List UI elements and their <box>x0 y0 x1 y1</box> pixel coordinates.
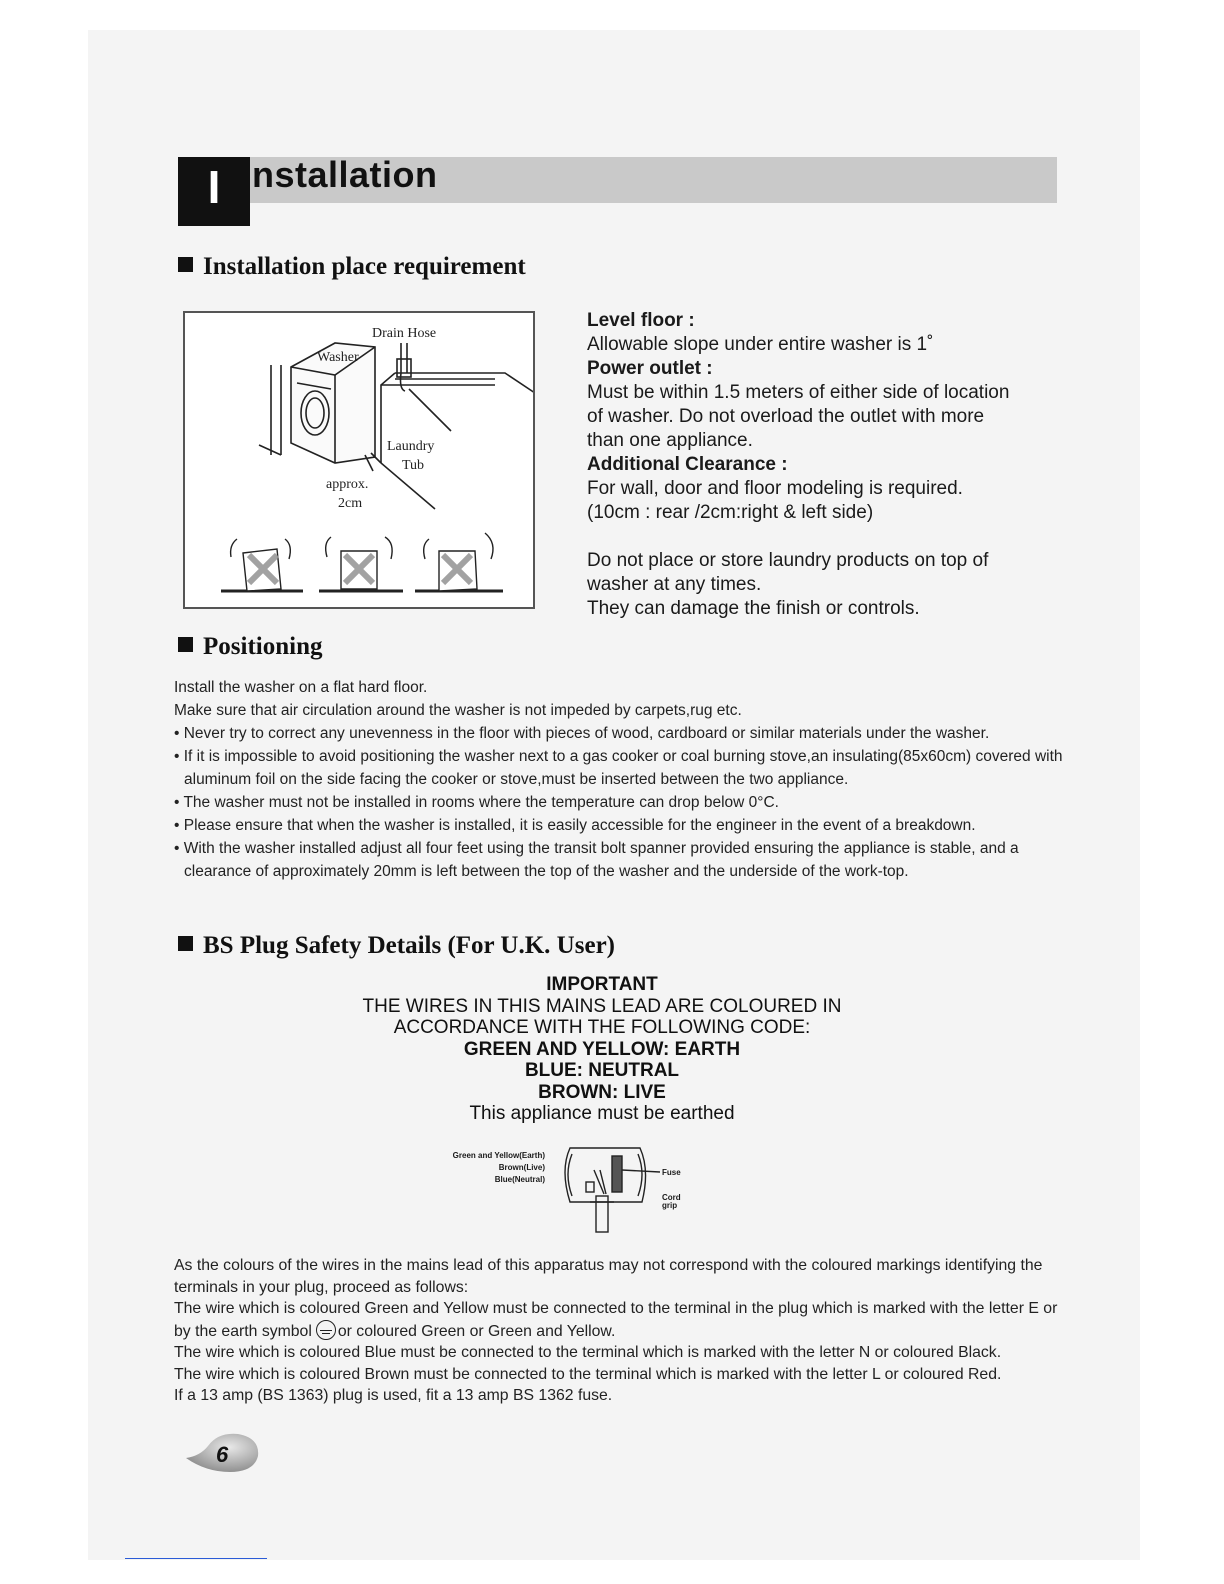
wiring-earth-text-end: or coloured Green or Green and Yellow. <box>337 1322 616 1340</box>
wiring-para: The wire which is coloured Blue must be connected to the terminal which is marked with the letter N or coloured Black. <box>174 1344 1002 1361</box>
important-block <box>352 974 852 1125</box>
earth-label: Green and Yellow(Earth) <box>452 1151 545 1160</box>
page-title: nstallation <box>252 154 438 195</box>
cord-grip-label <box>662 1194 681 1210</box>
installation-figure <box>183 311 535 609</box>
important-line: ACCORDANCE WITH THE FOLLOWING CODE: <box>393 1017 811 1038</box>
laundry-label: Laundry <box>387 439 435 454</box>
grip-label: grip <box>662 1201 678 1210</box>
section-heading-text: Installation place requirement <box>203 253 526 280</box>
important-title: IMPORTANT <box>546 974 658 995</box>
important-earth: GREEN AND YELLOW: EARTH <box>463 1038 741 1060</box>
clearance-line: For wall, door and floor modeling is required. <box>587 478 963 499</box>
fuse-label: Fuse <box>662 1168 681 1177</box>
section-heading-place <box>178 253 526 281</box>
positioning-text <box>174 676 1064 883</box>
wiring-earth-text: The wire which is coloured Green and Yellow must be connected to the terminal in the plug which is marked with the letter E or by the earth symbol <box>174 1300 1058 1340</box>
tub-label: Tub <box>402 458 425 473</box>
positioning-bullet: • With the washer installed adjust all four feet using the transit bolt spanner provided ensuring the appliance is stable, and a clearance of approximately 20mm is left between the top of the washer and the underside of the work-top. <box>174 840 1019 880</box>
page-number-badge <box>186 1430 260 1474</box>
positioning-para: Make sure that air circulation around the washer is not impeded by carpets,rug etc. <box>174 702 742 719</box>
section-heading-text: Positioning <box>203 633 323 660</box>
note-line: washer at any times. <box>587 574 762 595</box>
power-outlet-line: than one appliance. <box>587 430 753 451</box>
level-floor-title: Level floor : <box>587 310 695 331</box>
wiring-para: As the colours of the wires in the mains lead of this apparatus may not correspond with the coloured markings identifying the terminals in your plug, proceed as follows: <box>174 1257 1043 1296</box>
clearance-title: Additional Clearance : <box>587 454 788 475</box>
bullet-square-icon <box>178 637 193 652</box>
approx-label: approx. <box>326 477 369 492</box>
page-number: 6 <box>216 1442 229 1467</box>
wiring-para: If a 13 amp (BS 1363) plug is used, fit a 13 amp BS 1362 fuse. <box>174 1387 613 1404</box>
important-live: BROWN: LIVE <box>538 1081 666 1103</box>
approx-value: 2cm <box>338 496 363 511</box>
positioning-bullet: • Please ensure that when the washer is installed, it is easily accessible for the engineer in the event of a breakdown. <box>174 817 976 834</box>
washer-label: Washer <box>317 350 359 365</box>
title-initial: I <box>207 161 221 213</box>
cord-label: Cord <box>662 1193 681 1202</box>
earth-symbol-icon <box>316 1320 336 1340</box>
plug-icon <box>550 1140 660 1240</box>
important-earthed: This appliance must be earthed <box>469 1103 735 1124</box>
note-line: They can damage the finish or controls. <box>587 598 920 619</box>
bullet-square-icon <box>178 936 193 951</box>
section-heading-positioning <box>178 633 322 661</box>
wiring-text <box>174 1255 1074 1407</box>
positioning-bullet: • If it is impossible to avoid positioning the washer next to a gas cooker or coal burning stove,an insulating(85x60cm) covered with aluminum foil on the side facing the cooker or stove,must be inserted between the two appliance. <box>174 748 1063 788</box>
power-outlet-line: Must be within 1.5 meters of either side of location <box>587 382 1010 403</box>
level-floor-text: Allowable slope under entire washer is 1˚ <box>587 334 934 355</box>
live-label: Brown(Live) <box>498 1163 545 1172</box>
wiring-para-earth <box>174 1298 1074 1342</box>
plug-diagram <box>440 1140 700 1240</box>
washer-diagram-icon <box>185 313 533 607</box>
section-heading-text: BS Plug Safety Details (For U.K. User) <box>203 932 615 959</box>
neutral-label: Blue(Neutral) <box>494 1175 545 1184</box>
section-heading-plug <box>178 932 615 960</box>
important-line: THE WIRES IN THIS MAINS LEAD ARE COLOURED IN <box>362 995 842 1017</box>
bullet-square-icon <box>178 257 193 272</box>
requirements-block <box>587 309 1067 621</box>
power-outlet-line: of washer. Do not overload the outlet with more <box>587 406 985 427</box>
clearance-line: (10cm : rear /2cm:right & left side) <box>587 502 874 523</box>
power-outlet-title: Power outlet : <box>587 358 713 379</box>
note-line: Do not place or store laundry products on top of <box>587 550 989 571</box>
footer-line <box>125 1558 267 1559</box>
wiring-para: The wire which is coloured Brown must be connected to the terminal which is marked with the letter L or coloured Red. <box>174 1365 1002 1383</box>
positioning-bullet: • Never try to correct any unevenness in the floor with pieces of wood, cardboard or similar materials under the washer. <box>174 725 990 742</box>
plug-labels-left <box>453 1150 545 1186</box>
positioning-para: Install the washer on a flat hard floor. <box>174 679 428 696</box>
drain-hose-label: Drain Hose <box>372 326 437 341</box>
important-neutral: BLUE: NEUTRAL <box>524 1060 680 1081</box>
positioning-bullet: • The washer must not be installed in rooms where the temperature can drop below 0°C. <box>174 794 779 811</box>
